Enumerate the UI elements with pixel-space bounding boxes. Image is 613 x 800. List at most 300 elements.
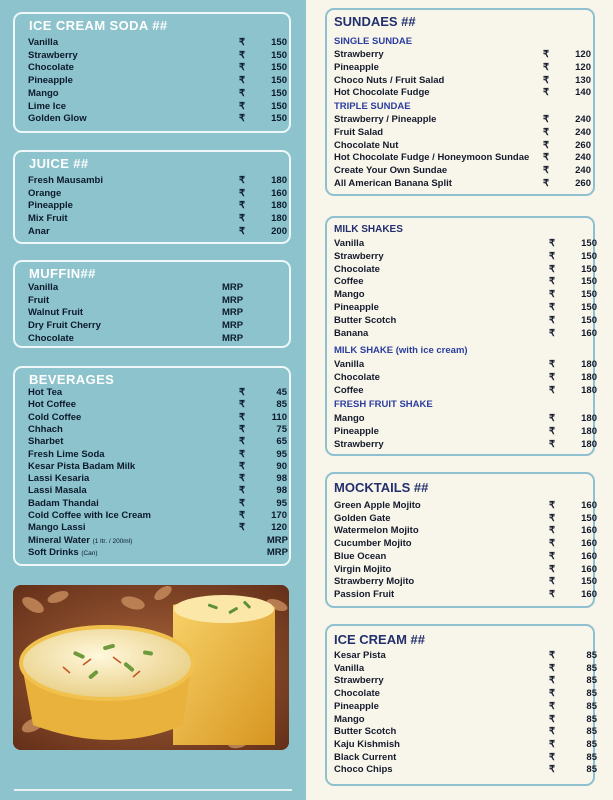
item-price: MRP (222, 307, 244, 319)
rupee-icon: ₹ (549, 302, 556, 313)
rupee-icon: ₹ (549, 314, 556, 326)
rupee-icon: ₹ (549, 276, 556, 288)
item-name: Mango (334, 289, 365, 301)
rupee-icon: ₹ (543, 139, 550, 151)
item-name: Strawberry (334, 675, 384, 687)
item-price: 130 (575, 74, 591, 86)
item-price: 200 (271, 225, 287, 237)
item-price: 150 (581, 512, 597, 524)
menu-item (334, 165, 595, 178)
rupee-icon: ₹ (549, 738, 556, 750)
menu-item (334, 675, 601, 688)
item-name: Golden Glow (28, 113, 87, 125)
item-price: 150 (581, 302, 597, 313)
rupee-icon: ₹ (239, 175, 246, 186)
menu-item (334, 238, 601, 251)
menu-item (28, 498, 291, 511)
rupee-icon: ₹ (549, 576, 556, 588)
rupee-icon: ₹ (549, 726, 556, 738)
item-price: 260 (575, 139, 591, 151)
item-name: Chocolate (334, 263, 380, 275)
menu-item (334, 127, 595, 140)
item-price: 85 (586, 713, 597, 725)
item-name: Create Your Own Sundae (334, 165, 448, 177)
menu-item (334, 302, 601, 315)
menu-item (334, 764, 601, 777)
rupee-icon: ₹ (239, 200, 246, 212)
rupee-icon: ₹ (549, 550, 556, 562)
item-name: Chocolate Nut (334, 139, 399, 151)
item-name: Choco Nuts / Fruit Salad (334, 74, 445, 86)
item-price: 180 (581, 359, 597, 370)
item-price: 98 (276, 485, 287, 497)
rupee-icon: ₹ (543, 49, 550, 60)
item-price: 140 (575, 87, 591, 99)
rupee-icon: ₹ (549, 238, 556, 249)
menu-item (334, 663, 601, 676)
item-name: Badam Thandai (28, 497, 99, 509)
shakes-section (325, 216, 595, 456)
menu-item (28, 213, 291, 226)
menu-item (28, 295, 250, 308)
rupee-icon: ₹ (549, 371, 556, 383)
menu-item (28, 424, 291, 437)
rupee-icon: ₹ (543, 74, 550, 86)
item-name: Pineapple (334, 700, 379, 712)
section-title: MILK SHAKES (334, 224, 403, 235)
item-name: Virgin Mojito (334, 563, 392, 575)
rupee-icon: ₹ (239, 460, 246, 472)
item-price: 75 (276, 423, 287, 435)
item-price: 85 (586, 751, 597, 763)
item-name: Strawberry (334, 49, 384, 60)
menu-item (334, 178, 595, 191)
menu-item (334, 500, 601, 513)
rupee-icon: ₹ (549, 413, 556, 424)
rupee-icon: ₹ (239, 225, 246, 237)
item-name: Choco Chips (334, 764, 393, 776)
menu-item (334, 688, 601, 701)
left-column (0, 0, 306, 800)
rupee-icon: ₹ (543, 126, 550, 138)
rupee-icon: ₹ (549, 425, 556, 437)
item-name: Cold Coffee (28, 411, 82, 423)
item-price: 120 (271, 522, 287, 534)
item-price: MRP (222, 332, 244, 344)
item-price: MRP (266, 546, 288, 558)
item-price: 85 (586, 726, 597, 738)
beverages-section (13, 366, 291, 566)
item-price: 85 (586, 700, 597, 712)
rupee-icon: ₹ (549, 713, 556, 725)
item-name: Lassi Masala (28, 485, 87, 497)
item-price: 160 (581, 563, 597, 575)
ice-cream-soda-section (13, 12, 291, 133)
rupee-icon: ₹ (549, 588, 556, 600)
item-name: Hot Chocolate Fudge (334, 87, 430, 99)
item-name: Fresh Lime Soda (28, 448, 105, 460)
item-name: Cold Coffee with Ice Cream (28, 510, 151, 521)
menu-item (28, 75, 291, 88)
item-price: 120 (575, 61, 591, 73)
item-name: Strawberry Mojito (334, 576, 415, 588)
item-price: 180 (271, 175, 287, 186)
item-price: 150 (271, 37, 287, 48)
menu-item (28, 473, 291, 486)
section-title: JUICE ## (29, 156, 89, 171)
subsection-title: FRESH FRUIT SHAKE (334, 399, 433, 410)
menu-item (28, 113, 291, 126)
item-name: Banana (334, 327, 369, 339)
menu-item (334, 726, 601, 739)
menu-item (334, 714, 601, 727)
menu-item (334, 62, 595, 75)
item-name: Orange (28, 187, 62, 199)
menu-item (28, 307, 250, 320)
item-price: 45 (276, 387, 287, 398)
item-price: 150 (581, 238, 597, 249)
rupee-icon: ₹ (549, 650, 556, 661)
item-price: 160 (581, 538, 597, 550)
rupee-icon: ₹ (543, 87, 550, 99)
item-price: 110 (271, 411, 287, 423)
menu-item (334, 372, 601, 385)
rupee-icon: ₹ (549, 289, 556, 301)
item-name: Chocolate (28, 62, 74, 74)
item-price: 98 (276, 473, 287, 485)
item-name: Sharbet (28, 436, 64, 448)
right-column (306, 0, 613, 800)
menu-item (334, 513, 601, 526)
item-price: MRP (222, 320, 244, 332)
item-name: Mango Lassi (28, 522, 86, 534)
rupee-icon: ₹ (239, 213, 246, 225)
item-price: 180 (271, 213, 287, 225)
item-name: Cucumber Mojito (334, 538, 412, 550)
menu-item (28, 485, 291, 498)
item-name: Chocolate (334, 371, 380, 383)
item-name: Dry Fruit Cherry (28, 320, 101, 332)
menu-item (334, 525, 601, 538)
item-name: Mango (334, 413, 365, 424)
ice-cream-section (325, 624, 595, 786)
item-name: Pineapple (28, 75, 73, 87)
menu-item (28, 282, 250, 295)
item-price: 180 (581, 425, 597, 437)
menu-item (28, 522, 291, 535)
rupee-icon: ₹ (239, 62, 246, 74)
item-price: 160 (271, 187, 287, 199)
subsection-title: MILK SHAKE (with ice cream) (334, 345, 468, 356)
item-name: Anar (28, 225, 50, 237)
menu-item (28, 510, 291, 523)
menu-item (28, 436, 291, 449)
item-name: Mango (334, 713, 365, 725)
menu-item (334, 49, 595, 62)
item-price: 160 (581, 550, 597, 562)
item-price: 85 (586, 738, 597, 750)
item-price: 150 (271, 62, 287, 74)
item-name: Chocolate (28, 332, 74, 344)
menu-item (28, 226, 291, 239)
menu-item (334, 538, 601, 551)
item-price: 170 (271, 510, 287, 521)
item-name: Butter Scotch (334, 726, 397, 738)
section-title: MOCKTAILS ## (334, 480, 429, 495)
item-name: Strawberry (28, 49, 78, 61)
menu-item (334, 251, 601, 264)
item-price: 120 (575, 49, 591, 60)
menu-item (334, 426, 601, 439)
item-price: 85 (586, 764, 597, 776)
item-price: 150 (581, 263, 597, 275)
item-price: 160 (581, 588, 597, 600)
rupee-icon: ₹ (239, 75, 246, 87)
menu-item (28, 461, 291, 474)
rupee-icon: ₹ (239, 423, 246, 435)
item-price: 150 (581, 576, 597, 588)
item-price: MRP (266, 534, 288, 546)
juice-section (13, 150, 291, 244)
item-price: 150 (271, 75, 287, 87)
rupee-icon: ₹ (239, 411, 246, 423)
item-price: 160 (581, 500, 597, 511)
item-price: 65 (276, 436, 287, 448)
menu-item (28, 387, 291, 400)
item-name: Lime Ice (28, 100, 67, 112)
rupee-icon: ₹ (549, 688, 556, 700)
item-name: Lassi Kesaria (28, 473, 90, 485)
food-photo (13, 585, 289, 750)
menu-item (334, 140, 595, 153)
item-price: 150 (581, 250, 597, 262)
item-price: 85 (276, 399, 287, 411)
item-price: 240 (575, 126, 591, 138)
menu-item (28, 399, 291, 412)
menu-item (28, 546, 288, 560)
item-price: 160 (581, 327, 597, 339)
item-name: Fresh Mausambi (28, 175, 103, 186)
rupee-icon: ₹ (239, 387, 246, 398)
item-name: Vanilla (334, 662, 365, 674)
menu-item (28, 320, 250, 333)
item-name: Strawberry (334, 438, 384, 450)
item-note: (Can) (81, 549, 98, 557)
item-name: Coffee (334, 276, 364, 288)
item-name: Chocolate (334, 688, 380, 700)
item-price: MRP (222, 294, 244, 306)
menu-item (28, 188, 291, 201)
rupee-icon: ₹ (549, 563, 556, 575)
rupee-icon: ₹ (239, 485, 246, 497)
menu-item (28, 88, 291, 101)
rupee-icon: ₹ (239, 113, 246, 125)
menu-item (334, 413, 601, 426)
menu-item (334, 439, 601, 452)
item-name: Golden Gate (334, 512, 391, 524)
item-price: MRP (222, 282, 244, 293)
item-name: Vanilla (28, 282, 59, 293)
rupee-icon: ₹ (543, 165, 550, 177)
menu-item (334, 739, 601, 752)
menu-item (28, 50, 291, 63)
rupee-icon: ₹ (549, 675, 556, 687)
menu-item (28, 37, 291, 50)
item-price: 90 (276, 460, 287, 472)
item-price: 150 (271, 49, 287, 61)
item-price: 260 (575, 178, 591, 189)
item-price: 85 (586, 662, 597, 674)
menu-item (28, 333, 250, 346)
subsection-title: SINGLE SUNDAE (334, 36, 413, 47)
menu-item (334, 359, 601, 372)
rupee-icon: ₹ (549, 250, 556, 262)
item-name: Pineapple (334, 61, 379, 73)
rupee-icon: ₹ (239, 187, 246, 199)
section-title: ICE CREAM SODA ## (29, 18, 168, 33)
section-title: MUFFIN## (29, 266, 96, 281)
item-note: (1 ltr. / 200ml) (92, 537, 133, 545)
item-name: Hot Chocolate Fudge / Honeymoon Sundae (334, 152, 530, 164)
rupee-icon: ₹ (549, 438, 556, 450)
rupee-icon: ₹ (239, 100, 246, 112)
item-name: Hot Tea (28, 387, 63, 398)
item-price: 180 (581, 371, 597, 383)
menu-item (28, 101, 291, 114)
item-price: 95 (276, 448, 287, 460)
subsection-title: TRIPLE SUNDAE (334, 101, 411, 112)
sundaes-section (325, 8, 595, 196)
rupee-icon: ₹ (239, 510, 246, 521)
item-name: Walnut Fruit (28, 307, 84, 319)
item-name: Passion Fruit (334, 588, 395, 600)
item-name: Fruit Salad (334, 126, 384, 138)
rupee-icon: ₹ (239, 497, 246, 509)
item-price: 85 (586, 688, 597, 700)
menu-item (28, 62, 291, 75)
item-price: 150 (581, 276, 597, 288)
menu-item (334, 289, 601, 302)
item-name: Soft Drinks (28, 546, 79, 558)
item-name: Chhach (28, 423, 63, 435)
menu-item (334, 328, 601, 341)
rupee-icon: ₹ (549, 359, 556, 370)
rupee-icon: ₹ (549, 512, 556, 524)
item-price: 180 (581, 384, 597, 396)
menu-item (28, 449, 291, 462)
rupee-icon: ₹ (239, 448, 246, 460)
item-price: 180 (271, 200, 287, 212)
rupee-icon: ₹ (239, 473, 246, 485)
menu-item (334, 752, 601, 765)
rupee-icon: ₹ (549, 538, 556, 550)
rupee-icon: ₹ (239, 399, 246, 411)
menu-item (28, 412, 291, 425)
rupee-icon: ₹ (549, 700, 556, 712)
item-name: Pineapple (334, 302, 379, 313)
menu-item (334, 87, 595, 100)
item-name: Pineapple (28, 200, 73, 212)
rupee-icon: ₹ (549, 662, 556, 674)
section-title: ICE CREAM ## (334, 632, 426, 647)
menu-item (334, 701, 601, 714)
item-price: 85 (586, 650, 597, 661)
kulfi-glasses-illustration (13, 585, 289, 750)
item-name: Kaju Kishmish (334, 738, 400, 750)
item-price: 95 (276, 497, 287, 509)
menu-item (334, 315, 601, 328)
item-price: 180 (581, 438, 597, 450)
item-price: 150 (271, 100, 287, 112)
item-price: 240 (575, 114, 591, 125)
item-name: Pineapple (334, 425, 379, 437)
menu-item (28, 200, 291, 213)
item-name: Vanilla (334, 359, 365, 370)
menu-item (334, 650, 601, 663)
item-name: Vanilla (28, 37, 59, 48)
rupee-icon: ₹ (549, 263, 556, 275)
section-title: BEVERAGES (29, 372, 115, 387)
item-name: Strawberry (334, 250, 384, 262)
rupee-icon: ₹ (543, 178, 550, 189)
item-name: Mango (28, 87, 59, 99)
item-price: 85 (586, 675, 597, 687)
item-price: 240 (575, 165, 591, 177)
menu-item (28, 175, 291, 188)
item-name: Fruit (28, 294, 50, 306)
item-price: 150 (581, 314, 597, 326)
item-price: 150 (581, 289, 597, 301)
item-name: Strawberry / Pineapple (334, 114, 437, 125)
menu-item (334, 576, 601, 589)
rupee-icon: ₹ (239, 436, 246, 448)
rupee-icon: ₹ (549, 764, 556, 776)
divider (14, 789, 292, 791)
item-price: 240 (575, 152, 591, 164)
item-price: 150 (271, 87, 287, 99)
item-name: Watermelon Mojito (334, 525, 419, 537)
rupee-icon: ₹ (543, 114, 550, 125)
rupee-icon: ₹ (549, 525, 556, 537)
item-name: Butter Scotch (334, 314, 397, 326)
item-price: 150 (271, 113, 287, 125)
item-name: Mix Fruit (28, 213, 68, 225)
rupee-icon: ₹ (549, 751, 556, 763)
item-price: 180 (581, 413, 597, 424)
menu-item (334, 551, 601, 564)
menu-item (334, 385, 601, 398)
menu-item (28, 534, 288, 548)
item-name: Blue Ocean (334, 550, 387, 562)
menu-item (334, 276, 601, 289)
item-name: Green Apple Mojito (334, 500, 421, 511)
rupee-icon: ₹ (549, 500, 556, 511)
rupee-icon: ₹ (239, 37, 246, 48)
rupee-icon: ₹ (549, 327, 556, 339)
item-name: Black Current (334, 751, 397, 763)
item-name: Vanilla (334, 238, 365, 249)
item-name: All American Banana Split (334, 178, 452, 189)
muffin-section (13, 260, 291, 348)
menu-item (334, 75, 595, 88)
rupee-icon: ₹ (543, 152, 550, 164)
menu-item (334, 264, 601, 277)
rupee-icon: ₹ (543, 61, 550, 73)
item-name: Hot Coffee (28, 399, 77, 411)
item-name: Coffee (334, 384, 364, 396)
menu-item (334, 152, 595, 165)
rupee-icon: ₹ (239, 49, 246, 61)
